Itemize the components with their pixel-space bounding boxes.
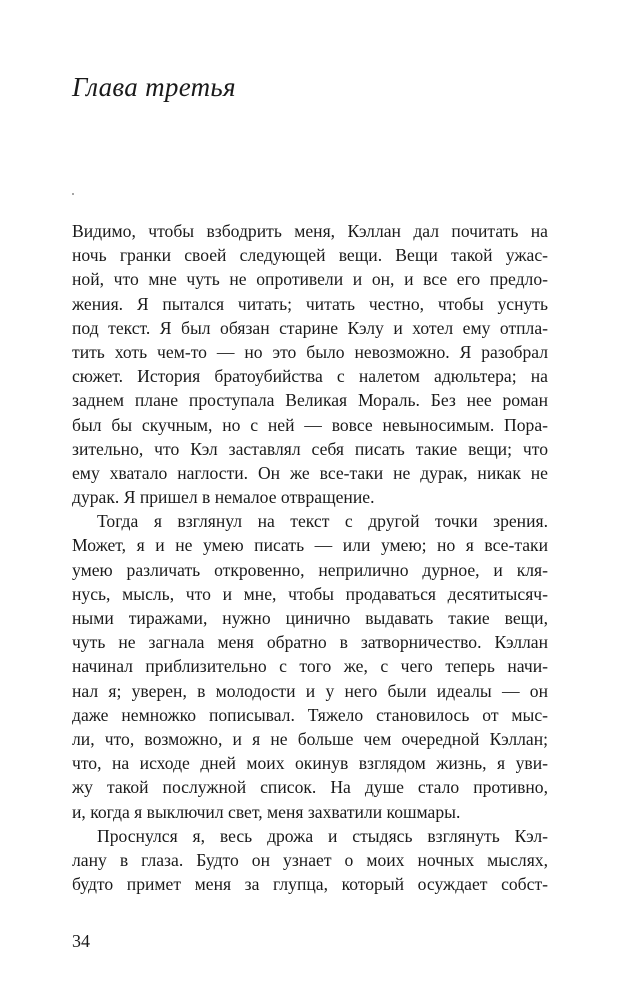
page-number: 34 — [72, 931, 90, 951]
text-line: под текст. Я был обязан старине Кэлу и хотел ему отпла- — [72, 317, 548, 338]
text-line: лану в глаза. Будто он узнает о моих ночных мыслях, — [72, 849, 548, 870]
text-line: ной, что мне чуть не опротивели и он, и все его предло- — [72, 269, 548, 290]
text-line: заднем плане проступала Великая Мораль. Без нее роман — [72, 390, 548, 411]
text-line: Тогда я взглянул на текст с другой точки зрения. — [97, 511, 548, 532]
text-line: ему хватало наглости. Он же все-таки не дурак, никак не — [72, 462, 548, 483]
text-line: начинал приблизительно с того же, с чего теперь начи- — [72, 656, 548, 677]
print-speck — [72, 193, 74, 195]
text-line: будто примет меня за глупца, который осуждает собст- — [72, 874, 548, 895]
text-line: Проснулся я, весь дрожа и стыдясь взглянуть Кэл- — [97, 825, 548, 846]
text-line: дурак. Я пришел в немалое отвращение. — [72, 487, 375, 508]
body-text — [72, 219, 548, 896]
text-line: ли, что, возможно, и я не больше чем очередной Кэллан; — [72, 728, 548, 749]
text-line: ночь гранки своей следующей вещи. Вещи такой ужас- — [72, 245, 548, 266]
text-line: Может, я и не умею писать — или умею; но я все-таки — [72, 535, 548, 556]
text-line: что, на исходе дней моих окинув взглядом жизнь, я уви- — [72, 753, 548, 774]
text-line: чуть не загнала меня обратно в затворничество. Кэллан — [72, 632, 548, 653]
text-line: умею различать откровенно, неприлично дурное, и кля- — [72, 559, 548, 580]
text-line: даже немножко пописывал. Тяжело становилось от мыс- — [72, 704, 548, 725]
text-line: Видимо, чтобы взбодрить меня, Кэллан дал почитать на — [72, 221, 548, 241]
text-line: жения. Я пытался читать; читать честно, чтобы уснуть — [72, 293, 548, 314]
text-line: нал я; уверен, в молодости и у него были идеалы — он — [72, 680, 548, 701]
text-line: и, когда я выключил свет, меня захватили кошмары. — [72, 801, 461, 822]
text-line: сюжет. История братоубийства с налетом адюльтера; на — [72, 366, 548, 387]
chapter-title: Глава третья — [72, 72, 236, 102]
text-line: ными тиражами, нужно цинично выдавать такие вещи, — [72, 608, 548, 628]
text-line: зительно, что Кэл заставлял себя писать такие вещи; что — [72, 438, 548, 459]
text-line: тить хоть чем-то — но это было невозможно. Я разобрал — [72, 341, 548, 362]
text-line: был бы скучным, но с ней — вовсе невыносимым. Пора- — [72, 414, 548, 435]
text-line: нусь, мысль, что и мне, чтобы продаваться десятитысяч- — [72, 583, 548, 604]
text-line: жу такой послужной список. На душе стало противно, — [72, 777, 548, 798]
